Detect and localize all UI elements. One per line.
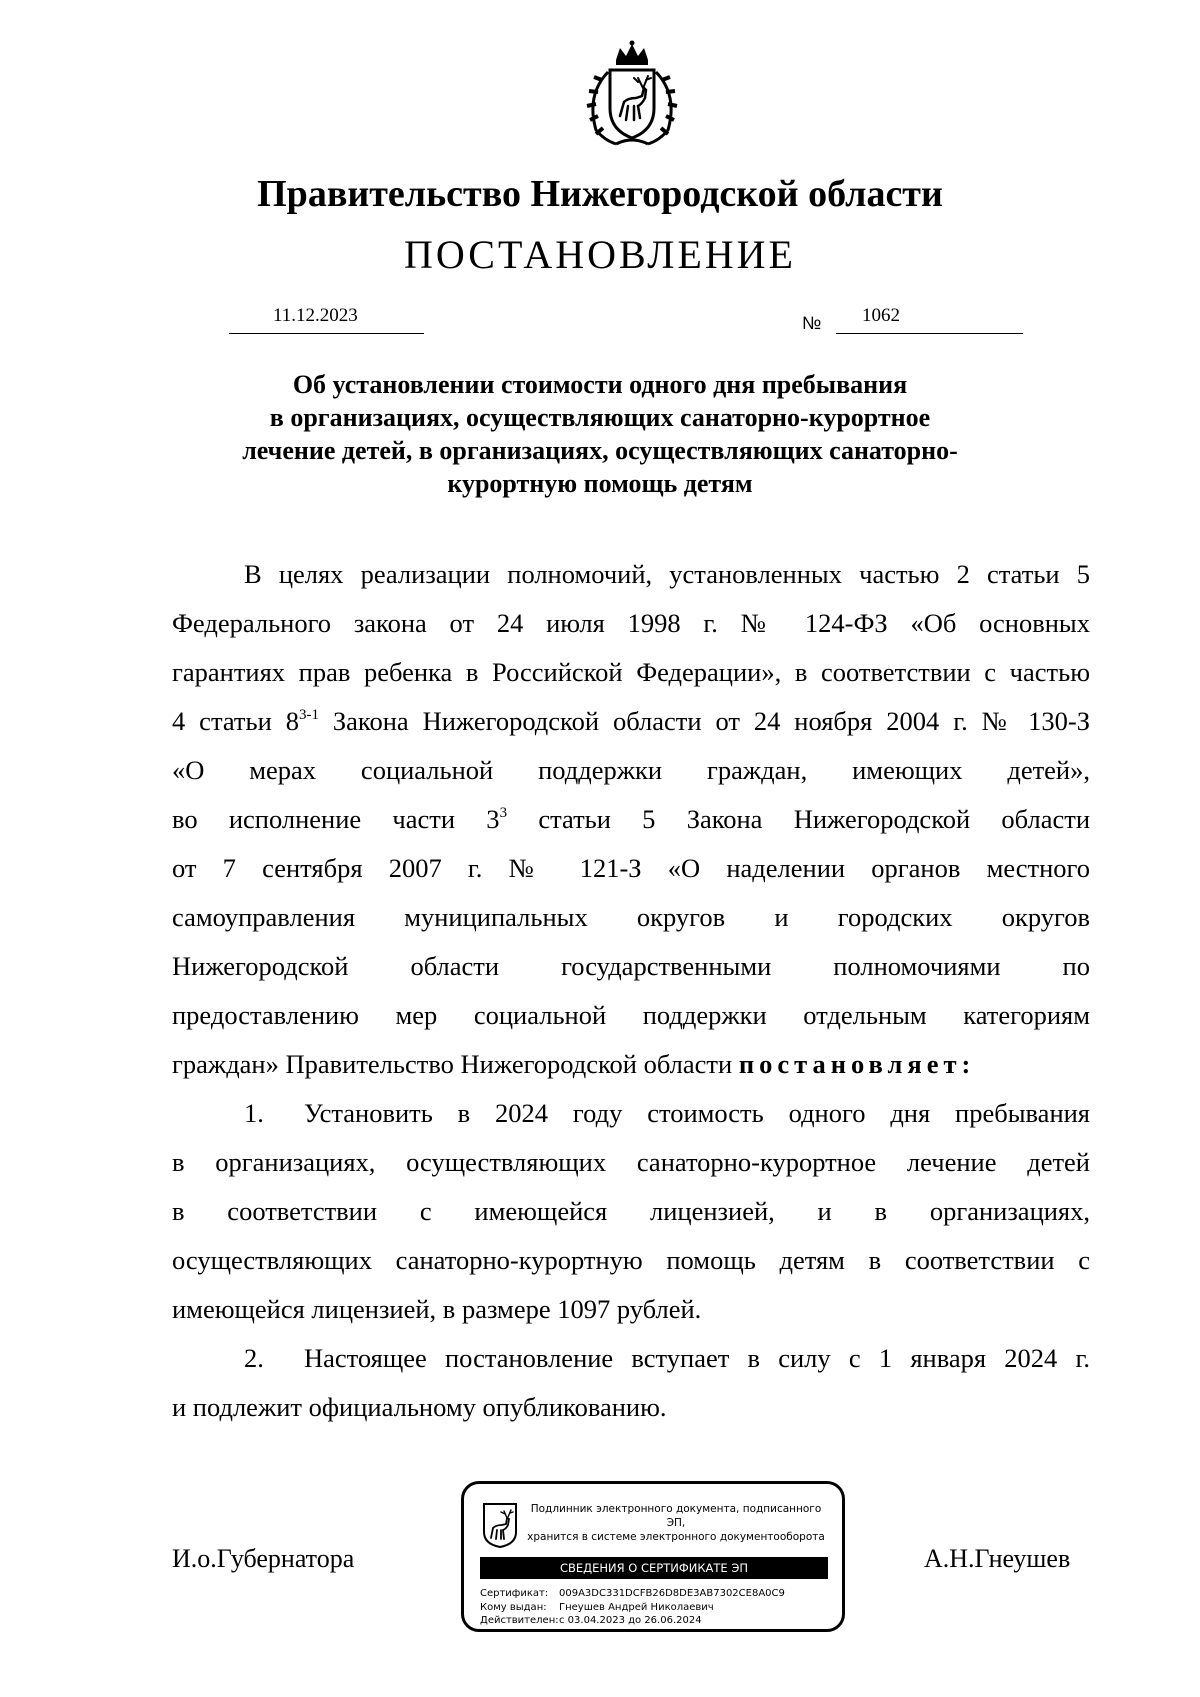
item-number: 1. [244, 1098, 264, 1128]
heading-line: лечение детей, в организациях, осуществляющих санаторно- [242, 436, 958, 465]
stamp-note-line: хранится в системе электронного документооборота [527, 1531, 825, 1543]
preamble-line: гарантиях прав ребенка в Российской Федерации», в соответствии с частью [172, 657, 1090, 687]
superscript: 3 [499, 805, 508, 821]
document-body [172, 557, 1090, 1439]
text-fragment: 4 статьи 8 [172, 706, 299, 736]
certificate-info [480, 1587, 785, 1628]
certificate-value: 009A3DC331DCFB26D8DE3AB7302CE8A0C9 [559, 1588, 785, 1599]
preamble-line: В целях реализации полномочий, установленных частью 2 статьи 5 [244, 559, 1090, 589]
item-line [172, 1096, 1090, 1145]
number-sign: № [802, 313, 822, 333]
item-line: осуществляющих санаторно-курортную помощь детям в соответствии с [172, 1245, 1090, 1275]
decree-word: постановляет: [738, 1049, 976, 1079]
issued-to-label: Кому выдан: [480, 1601, 547, 1613]
deer-emblem-icon [482, 1502, 518, 1548]
heading-line: в организациях, осуществляющих санаторно-курортное [269, 403, 931, 432]
document-date: 11.12.2023 [273, 305, 358, 326]
stamp-note-line: Подлинник электронного документа, подписанного ЭП, [530, 1503, 822, 1529]
item-line: в соответствии с имеющейся лицензией, и в организациях, [172, 1196, 1090, 1226]
signatory-position: И.о.Губернатора [172, 1544, 355, 1573]
text-fragment: граждан» Правительство Нижегородской области [172, 1049, 739, 1079]
document-heading [200, 368, 1000, 500]
preamble-line [172, 1047, 1090, 1096]
number-field [836, 305, 1023, 334]
signatory-name: А.Н.Гнеушев [924, 1544, 1071, 1573]
certificate-header: СВЕДЕНИЯ О СЕРТИФИКАТЕ ЭП [480, 1557, 828, 1579]
text-fragment: Закона Нижегородской области от 24 ноября 2004 г. № 130-З [318, 706, 1090, 736]
preamble-line: от 7 сентября 2007 г. № 121-З «О наделении органов местного [172, 853, 1090, 883]
validity-row [480, 1614, 785, 1628]
preamble-line [172, 802, 1090, 851]
preamble-line: Федерального закона от 24 июля 1998 г. № 124-ФЗ «Об основных [172, 608, 1090, 638]
issued-to-row [480, 1601, 785, 1615]
item-line [172, 1341, 1090, 1390]
date-field [229, 305, 424, 334]
certificate-row [480, 1587, 785, 1601]
preamble-line: предоставлению мер социальной поддержки отдельным категориям [172, 1000, 1090, 1030]
preamble-line [172, 704, 1090, 753]
issued-to-value: Гнеушев Андрей Николаевич [559, 1601, 714, 1613]
document-type: ПОСТАНОВЛЕНИЕ [404, 232, 796, 277]
text-fragment: Установить в 2024 году стоимость одного дня пребывания [304, 1098, 1090, 1128]
coat-of-arms-icon [572, 40, 692, 150]
government-name: Правительство Нижегородской области [257, 173, 943, 215]
stamp-note [526, 1502, 826, 1544]
item-line: и подлежит официальному опубликованию. [172, 1392, 667, 1422]
preamble-line: самоуправления муниципальных округов и городских округов [172, 902, 1090, 932]
document-number: 1062 [862, 305, 900, 326]
validity-label: Действителен: [480, 1615, 559, 1626]
heading-line: курортную помощь детям [447, 469, 753, 498]
item-line: в организациях, осуществляющих санаторно-курортное лечение детей [172, 1147, 1090, 1177]
superscript: 3-1 [298, 707, 319, 723]
text-fragment: статьи 5 Закона Нижегородской области [507, 804, 1090, 834]
item-line: имеющейся лицензией, в размере 1097 рублей. [172, 1294, 702, 1324]
item-number: 2. [244, 1343, 264, 1373]
validity-value: с 03.04.2023 до 26.06.2024 [559, 1615, 702, 1626]
heading-line: Об установлении стоимости одного дня пребывания [292, 370, 908, 399]
text-fragment: Настоящее постановление вступает в силу с 1 января 2024 г. [304, 1343, 1090, 1373]
text-fragment: во исполнение части 3 [172, 804, 500, 834]
electronic-signature-stamp [461, 1481, 845, 1632]
preamble-line: Нижегородской области государственными полномочиями по [172, 951, 1090, 981]
certificate-label: Сертификат: [480, 1588, 549, 1599]
preamble-line: «О мерах социальной поддержки граждан, имеющих детей», [172, 755, 1090, 785]
